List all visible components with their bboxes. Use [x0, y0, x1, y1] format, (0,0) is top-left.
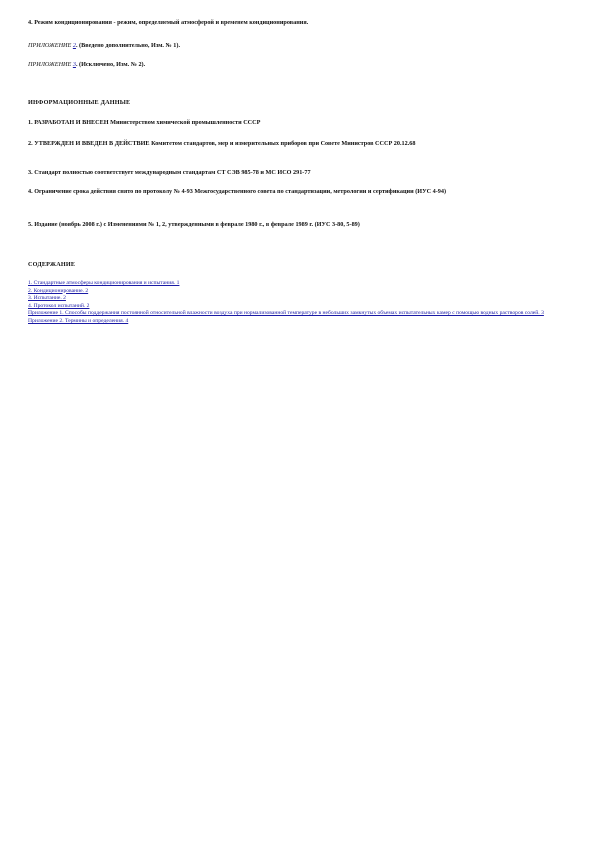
table-of-contents [28, 280, 560, 326]
toc-link-4[interactable]: 4. Протокол испытаний. 2 [28, 302, 90, 309]
info-item-4: 4. Ограничение срока действия снято по протоколу № 4-93 Межгосударственного совета по стандартизации, метрологии и сертификации (ИУС 4-94) [28, 188, 447, 195]
toc-link-1[interactable]: 1. Стандартные атмосферы кондиционирования и испытания. 1 [28, 280, 180, 286]
toc-link-2[interactable]: 2. Кондиционирование. 2 [28, 287, 89, 294]
toc-link-appendix-1[interactable]: Приложение 1. Способы поддержания постоянной относительной влажности воздуха при нормализованной температуре в небольших замкнутых объемах испытательных камер с помощью водных растворов солей. 3 [28, 310, 544, 317]
appendix-2-label: ПРИЛОЖЕНИЕ [28, 42, 72, 49]
appendix-3-note [28, 60, 560, 69]
appendix-3-label: ПРИЛОЖЕНИЕ [28, 61, 72, 68]
info-item-3: 3. Стандарт полностью соответствует международным стандартам СТ СЭВ 985-78 и МС ИСО 291-77 [28, 169, 311, 176]
appendix-3-link[interactable]: 3 [72, 61, 76, 68]
info-heading: ИНФОРМАЦИОННЫЕ ДАННЫЕ [28, 99, 131, 106]
appendix-3-text: . (Исключено, Изм. № 2). [75, 61, 146, 68]
mode-definition-paragraph: 4. Режим кондиционирования - режим, определяемый атмосферой и временем кондиционирования. [28, 19, 309, 26]
info-item-2: 2. УТВЕРЖДЕН И ВВЕДЕН В ДЕЙСТВИЕ Комитетом стандартов, мер и измерительных приборов при Совете Министров СССР 20.12.68 [28, 140, 416, 147]
toc-heading: СОДЕРЖАНИЕ [28, 261, 76, 268]
toc-link-appendix-2[interactable]: Приложение 2. Термины и определения. 4 [28, 317, 129, 324]
appendix-2-link[interactable]: 2 [72, 42, 76, 49]
appendix-2-text: . (Введено дополнительно, Изм. № 1). [75, 42, 180, 49]
appendix-2-note [28, 41, 560, 50]
info-item-5: 5. Издание (ноябрь 2008 г.) с Изменениями № 1, 2, утвержденными в феврале 1980 г., в феврале 1989 г. (ИУС 3-80, 5-89) [28, 221, 360, 228]
toc-link-3[interactable]: 3. Испытание. 2 [28, 295, 66, 302]
info-item-1: 1. РАЗРАБОТАН И ВНЕСЕН Министерством химической промышленности СССР [28, 119, 261, 126]
